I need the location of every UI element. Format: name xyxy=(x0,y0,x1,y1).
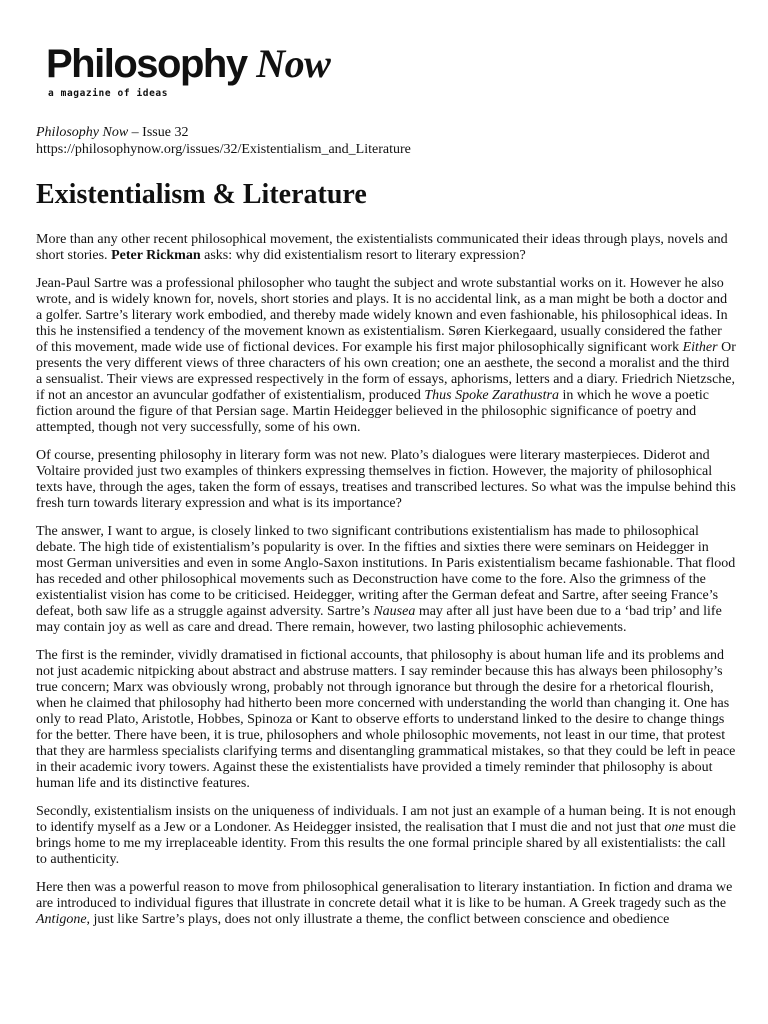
issue-meta xyxy=(36,124,411,158)
p1-text-c: in which he wove a poetic fiction around the figure of that Persian sage. Martin Heidegger believed in the philosophic significance of poetry and attempted, though not very successfully, some of his own. xyxy=(36,388,710,435)
p6-text-a: Here then was a powerful reason to move from philosophical generalisation to literary instantiation. In fiction and drama we are introduced to individual figures that illustrate in concrete detail what it is like to be human. A Greek tragedy such as the xyxy=(36,880,733,911)
p5-text-b: must die brings home to me my irreplaceable identity. From this results the one formal principle shared by all existentialists: the call to authenticity. xyxy=(36,820,736,867)
p5-italic-one: one xyxy=(664,820,685,835)
magazine-name: Philosophy Now xyxy=(36,125,129,140)
author-name: Peter Rickman xyxy=(111,248,201,263)
p3-italic-nausea: Nausea xyxy=(373,604,416,619)
logo-tagline: a magazine of ideas xyxy=(48,88,169,99)
logo-text-italic: Now xyxy=(256,41,331,86)
paragraph-6 xyxy=(36,880,736,928)
p6-text-b: , just like Sartre’s plays, does not only illustrate a theme, the conflict between conscience and obedience xyxy=(86,912,670,927)
article-body xyxy=(36,232,736,940)
intro-text: More than any other recent philosophical movement, the existentialists communicated their ideas through plays, novels and short stories. xyxy=(36,232,728,263)
philosophy-now-logo[interactable] xyxy=(46,41,346,104)
paragraph-3 xyxy=(36,524,736,636)
logo-wordmark xyxy=(46,41,331,86)
p1-italic-zarathustra: Thus Spoke Zarathustra xyxy=(424,388,559,403)
p3-text-b: may after all just have been due to a ‘bad trip’ and life may contain joy as well as care and dread. There remain, however, two lasting philosophic achievements. xyxy=(36,604,722,635)
issue-label: Issue 32 xyxy=(142,125,189,140)
p1-italic-either: Either xyxy=(682,340,718,355)
p3-text-a: The answer, I want to argue, is closely linked to two significant contributions existentialism has made to philosophical debate. The high tide of existentialism’s popularity is over. In the fifties and sixties there were seminars on Heidegger in most German universities and even in some Anglo-Saxon institutions. In Paris existentialism became fashionable. That flood has receded and other philosophical movements such as Deconstruction have come to the fore. Also the grimness of the existentialist vision has come to be criticised. Heidegger, writing after the German defeat and Sartre, after seeing France’s defeat, both saw life as a struggle against adversity. Sartre’s xyxy=(36,524,736,619)
logo-text: Philosophy xyxy=(46,42,247,86)
p6-italic-antigone: Antigone xyxy=(36,912,87,927)
p1-text-a: Jean-Paul Sartre was a professional philosopher who taught the subject and wrote substantial works on it. However he also wrote, and is widely known for, novels, short stories and plays. It is no accidental link, as a man might be both a doctor and a golfer. Sartre’s literary work embodied, and thereby made widely known and even fashionable, his philosophical ideas. In this he instensified a tendency of the movement known as existentialism. Søren Kierkegaard, usually considered the father of this movement, made wide use of fictional devices. For example his first major philosophically significant work xyxy=(36,276,728,355)
issue-separator: – xyxy=(128,125,143,140)
paragraph-2: Of course, presenting philosophy in literary form was not new. Plato’s dialogues were literary masterpieces. Diderot and Voltaire provided just two examples of thinkers expressing themselves in fiction. However, the majority of philosophical texts have, through the ages, taken the form of essays, treatises and transcribed lectures. So what was the impulse behind this fresh turn towards literary expression and what is its importance? xyxy=(36,448,736,511)
p5-text-a: Secondly, existentialism insists on the uniqueness of individuals. I am not just an example of a human being. It is not enough to identify myself as a Jew or a Londoner. As Heidegger insisted, the realisation that I must die and not just that xyxy=(36,804,736,835)
intro-text-end: asks: why did existentialism resort to literary expression? xyxy=(200,248,526,263)
paragraph-5 xyxy=(36,804,736,868)
p1-text-b: Or presents the very different views of three characters of his own creation; one an aesthete, the second a moralist and the third a sensualist. Their views are expressed respectively in the form of essays, aphorisms, letters and a diary. Friedrich Nietzsche, if not an ancestor an avuncular godfather of existentialism, produced xyxy=(36,340,736,403)
issue-line xyxy=(36,124,411,141)
article-url[interactable]: https://philosophynow.org/issues/32/Existentialism_and_Literature xyxy=(36,142,411,157)
article-title: Existentialism & Literature xyxy=(36,179,367,210)
paragraph-4: The first is the reminder, vividly dramatised in fictional accounts, that philosophy is about human life and its problems and not just academic nitpicking about abstract and abstruse matters. I say reminder because this has always been philosophy’s true concern; Marx was obviously wrong, probably not through ignorance but through the desire for a rhetorical flourish, when he claimed that philosophy had hitherto been more concerned with understanding the world than changing it. One has only to read Plato, Aristotle, Hobbes, Spinoza or Kant to observe efforts to understand linked to the desire to change things for the better. There have been, it is true, philosophers and whole philosophic movements, not least in our time, that protest that they are harmless specialists clarifying terms and disentangling grammatical mistakes, so that they could be left in peace in their academic ivory towers. Against these the existentialists have provided a timely reminder that philosophy is about human life and its distinctive features. xyxy=(36,648,736,791)
paragraph-1 xyxy=(36,276,736,436)
intro-paragraph xyxy=(36,232,736,264)
